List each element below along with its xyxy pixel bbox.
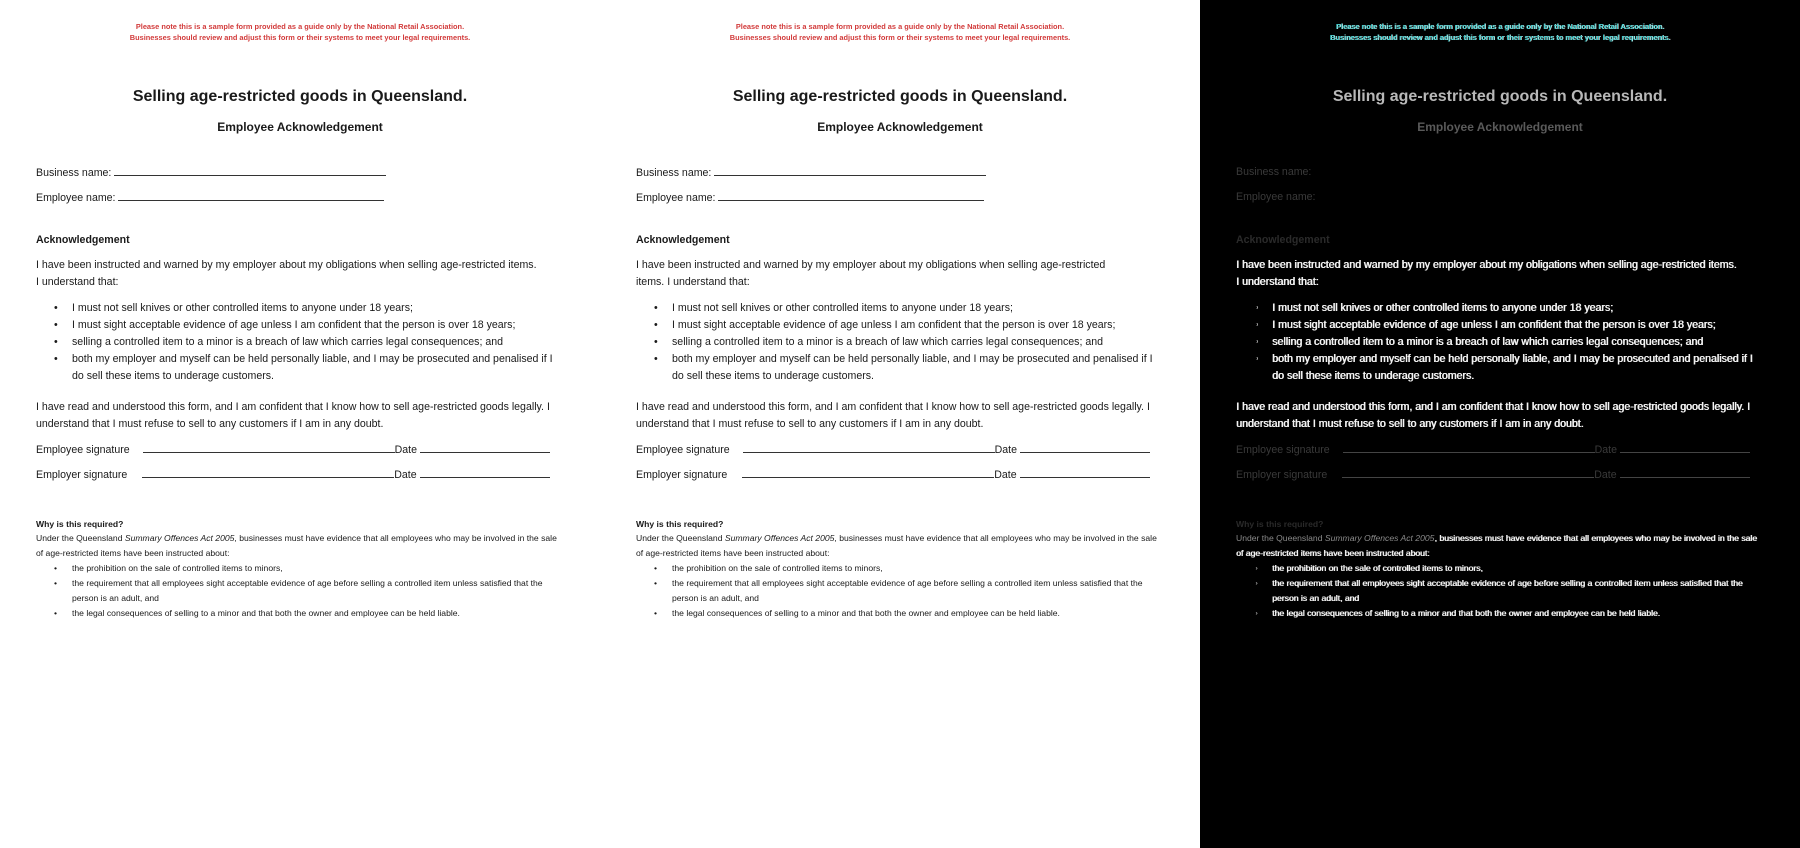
acknowledgement-heading: Acknowledgement: [1236, 234, 1330, 246]
employee-signature-label: Employee signature: [636, 444, 730, 456]
page-title: Selling age-restricted goods in Queensland.: [1332, 88, 1668, 105]
page-subtitle: Employee Acknowledgement: [1417, 120, 1583, 134]
intro-paragraph: [1236, 257, 1764, 291]
intro-paragraph: [36, 257, 564, 291]
disclaimer-line-1: Please note this is a sample form provided as a guide only by the National Retail Association.: [135, 22, 465, 31]
requirements-list: [636, 561, 1164, 621]
business-name-blank[interactable]: [114, 164, 386, 176]
act-name: Summary Offences Act 2005: [1324, 533, 1435, 543]
employee-signature-blank[interactable]: [743, 441, 995, 453]
requirements-list: [36, 561, 564, 621]
date-label: Date: [1594, 469, 1617, 481]
obligations-list: [1236, 300, 1764, 385]
why-paragraph: [1236, 531, 1764, 560]
closing-paragraph: I have read and understood this form, and I am confident that I know how to sell age-restricted goods legally. I understand that I must refuse to sell to any customers if I am in any doubt.: [1236, 401, 1750, 430]
business-name-field[interactable]: [36, 164, 386, 182]
employee-name-label: Employee name:: [636, 192, 716, 204]
employee-date-blank[interactable]: [1020, 441, 1150, 453]
business-name-label: Business name:: [36, 167, 112, 179]
requirements-list: [1236, 561, 1764, 621]
why-text-post: , businesses must have evidence that all employees who may be involved in the sale of age-restricted items have been instructed about:: [636, 533, 1157, 558]
form-page-original: [0, 0, 600, 848]
list-item: • selling a controlled item to a minor is a breach of law which carries legal consequences; and: [636, 334, 1164, 351]
employer-signature-row: [36, 466, 550, 484]
page-subtitle: Employee Acknowledgement: [817, 120, 983, 134]
employee-name-label: Employee name:: [1236, 191, 1316, 203]
business-name-field: [1236, 164, 1311, 181]
list-item: • the requirement that all employees sight acceptable evidence of age before selling a controlled item unless satisfied that the person is an adult, and: [36, 576, 564, 605]
page-title: Selling age-restricted goods in Queensland.: [132, 88, 468, 105]
act-name: Summary Offences Act 2005: [124, 533, 235, 543]
closing-paragraph: I have read and understood this form, and I am confident that I know how to sell age-restricted goods legally. I understand that I must refuse to sell to any customers if I am in any doubt.: [636, 401, 1150, 430]
employer-date-blank[interactable]: [1020, 466, 1150, 478]
employee-signature-blank[interactable]: [143, 441, 395, 453]
employee-date-blank[interactable]: [420, 441, 550, 453]
why-text-pre: Under the Queensland: [1236, 533, 1325, 543]
disclaimer-line-2: Businesses should review and adjust this form or their systems to meet your legal requirements.: [1329, 33, 1671, 42]
acknowledgement-heading: Acknowledgement: [36, 234, 130, 246]
employer-signature-blank[interactable]: [742, 466, 994, 478]
why-text-post: , businesses must have evidence that all employees who may be involved in the sale of age-restricted items have been instructed about:: [1236, 533, 1757, 558]
employer-date-blank[interactable]: [420, 466, 550, 478]
why-text-post: , businesses must have evidence that all employees who may be involved in the sale of age-restricted items have been instructed about:: [36, 533, 557, 558]
intro-text-a: I have been instructed and warned by my employer about my obligations when selling age-restricted items.: [36, 259, 537, 271]
employer-signature-row: [636, 466, 1150, 484]
intro-paragraph: [636, 257, 1136, 291]
employee-name-blank[interactable]: [718, 189, 984, 201]
list-item: • both my employer and myself can be held personally liable, and I may be prosecuted and penalised if I do sell these items to underage customers.: [1236, 351, 1764, 385]
employee-signature-label: Employee signature: [36, 444, 130, 456]
employer-signature-blank: [1342, 466, 1594, 478]
list-item: • I must sight acceptable evidence of age unless I am confident that the person is over 18 years;: [1236, 317, 1764, 334]
disclaimer-line-2: Businesses should review and adjust this form or their systems to meet your legal requirements.: [729, 33, 1071, 42]
form-page-difference: [1200, 0, 1800, 848]
employee-name-field: [1236, 189, 1316, 206]
page-subtitle: Employee Acknowledgement: [217, 120, 383, 134]
date-label: Date: [394, 444, 417, 456]
employee-signature-blank: [1343, 441, 1595, 453]
list-item: • I must sight acceptable evidence of age unless I am confident that the person is over 18 years;: [36, 317, 564, 334]
list-item: • the prohibition on the sale of controlled items to minors,: [636, 561, 1164, 576]
list-item: • selling a controlled item to a minor is a breach of law which carries legal consequences; and: [1236, 334, 1764, 351]
intro-text-b: I understand that:: [667, 276, 750, 288]
intro-text-a: I have been instructed and warned by my employer about my obligations when selling age-restricted items.: [1236, 259, 1737, 271]
business-name-label: Business name:: [1236, 166, 1312, 178]
form-page-reconstruction: [600, 0, 1200, 848]
business-name-blank[interactable]: [714, 164, 986, 176]
employer-signature-label: Employer signature: [1236, 469, 1328, 481]
employee-signature-row: [1236, 441, 1750, 459]
employee-date-blank: [1620, 441, 1750, 453]
list-item: • selling a controlled item to a minor is a breach of law which carries legal consequences; and: [36, 334, 564, 351]
list-item: • both my employer and myself can be held personally liable, and I may be prosecuted and penalised if I do sell these items to underage customers.: [636, 351, 1164, 385]
employee-signature-label: Employee signature: [1236, 444, 1330, 456]
list-item: • both my employer and myself can be held personally liable, and I may be prosecuted and penalised if I do sell these items to underage customers.: [36, 351, 564, 385]
list-item: • the requirement that all employees sight acceptable evidence of age before selling a controlled item unless satisfied that the person is an adult, and: [636, 576, 1164, 605]
list-item: • the requirement that all employees sight acceptable evidence of age before selling a controlled item unless satisfied that the person is an adult, and: [1236, 576, 1764, 605]
list-item: • the legal consequences of selling to a minor and that both the owner and employee can be held liable.: [1236, 606, 1764, 621]
list-item: • I must not sell knives or other controlled items to anyone under 18 years;: [36, 300, 564, 317]
why-text-pre: Under the Queensland: [636, 533, 725, 543]
employee-name-field[interactable]: [636, 189, 984, 207]
act-name: Summary Offences Act 2005: [724, 533, 835, 543]
page-title: Selling age-restricted goods in Queensland.: [732, 88, 1068, 105]
employee-name-field[interactable]: [36, 189, 384, 207]
employer-signature-label: Employer signature: [636, 469, 728, 481]
list-item: • the prohibition on the sale of controlled items to minors,: [1236, 561, 1764, 576]
intro-text-b: I understand that:: [1236, 276, 1319, 288]
obligations-list: [36, 300, 564, 385]
why-heading: Why is this required?: [1236, 519, 1324, 529]
why-paragraph: [36, 531, 564, 560]
date-label: Date: [1594, 444, 1617, 456]
why-heading: Why is this required?: [636, 519, 724, 529]
list-item: • I must sight acceptable evidence of age unless I am confident that the person is over 18 years;: [636, 317, 1164, 334]
employee-signature-row: [36, 441, 550, 459]
why-text-pre: Under the Queensland: [36, 533, 125, 543]
employer-signature-label: Employer signature: [36, 469, 128, 481]
employer-signature-row: [1236, 466, 1750, 484]
business-name-label: Business name:: [636, 167, 712, 179]
intro-text-b: I understand that:: [36, 276, 119, 288]
intro-text-a: I have been instructed and warned by my employer about my obligations when selling age-restricted items.: [636, 259, 1106, 288]
list-item: • I must not sell knives or other controlled items to anyone under 18 years;: [636, 300, 1164, 317]
list-item: • I must not sell knives or other controlled items to anyone under 18 years;: [1236, 300, 1764, 317]
employer-signature-blank[interactable]: [142, 466, 394, 478]
acknowledgement-heading: Acknowledgement: [636, 234, 730, 246]
list-item: • the legal consequences of selling to a minor and that both the owner and employee can be held liable.: [636, 606, 1164, 621]
why-paragraph: [636, 531, 1164, 560]
date-label: Date: [394, 469, 417, 481]
employee-name-label: Employee name:: [36, 192, 116, 204]
date-label: Date: [994, 444, 1017, 456]
employee-name-blank[interactable]: [118, 189, 384, 201]
employer-date-blank: [1620, 466, 1750, 478]
closing-paragraph: I have read and understood this form, and I am confident that I know how to sell age-restricted goods legally. I understand that I must refuse to sell to any customers if I am in any doubt.: [36, 401, 550, 430]
list-item: • the legal consequences of selling to a minor and that both the owner and employee can be held liable.: [36, 606, 564, 621]
disclaimer-line-1: Please note this is a sample form provided as a guide only by the National Retail Association.: [735, 22, 1065, 31]
disclaimer-line-2: Businesses should review and adjust this form or their systems to meet your legal requirements.: [129, 33, 471, 42]
why-heading: Why is this required?: [36, 519, 124, 529]
obligations-list: [636, 300, 1164, 385]
disclaimer-line-1: Please note this is a sample form provided as a guide only by the National Retail Association.: [1335, 22, 1665, 31]
employee-signature-row: [636, 441, 1150, 459]
business-name-field[interactable]: [636, 164, 986, 182]
list-item: • the prohibition on the sale of controlled items to minors,: [36, 561, 564, 576]
date-label: Date: [994, 469, 1017, 481]
